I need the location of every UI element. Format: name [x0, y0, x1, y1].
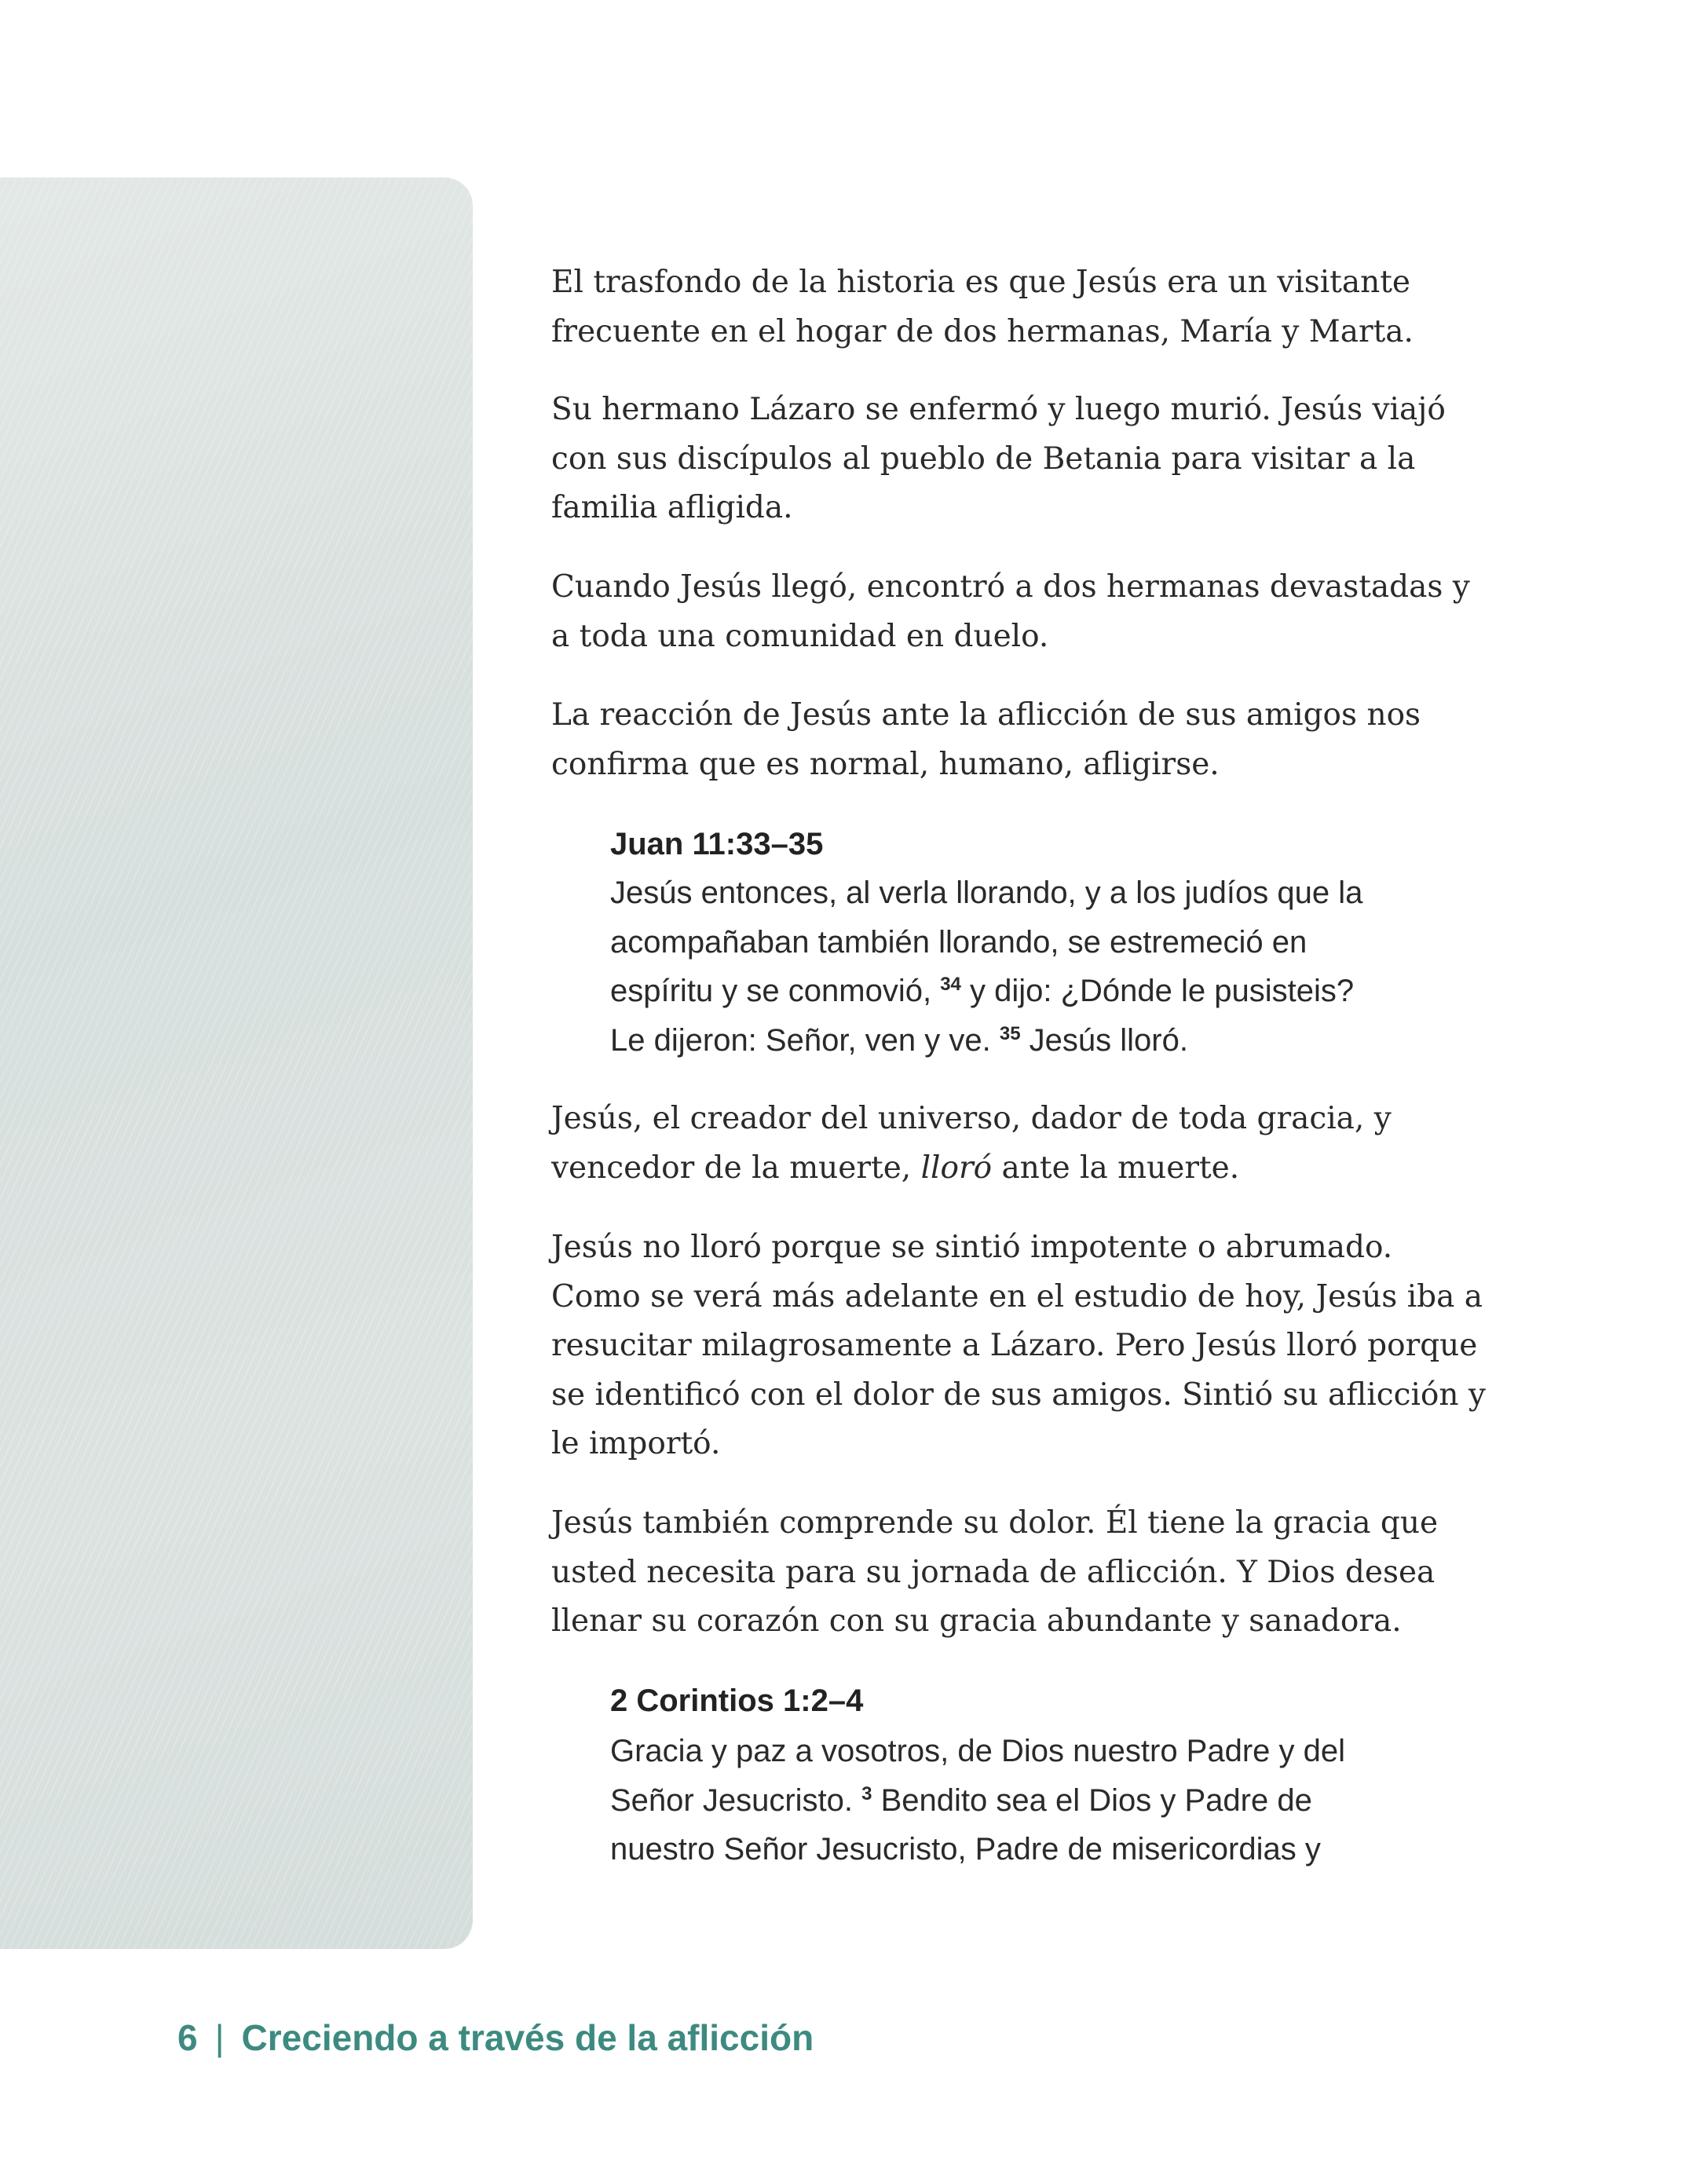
text-line: Jesús también comprende su dolor. Él tiene la gracia que: [551, 1505, 1439, 1541]
text-line: familia afligida.: [551, 490, 793, 526]
paragraph-7: [551, 1499, 1494, 1647]
verse-line: acompañaban también llorando, se estremeció en: [610, 924, 1308, 960]
text-line: Su hermano Lázaro se enfermó y luego murió. Jesús viajó: [551, 392, 1446, 427]
paragraph-6: [551, 1223, 1494, 1469]
paragraph-1: [551, 258, 1494, 356]
text-line: Cuando Jesús llegó, encontró a dos hermanas devastadas y: [551, 569, 1470, 605]
text-line: La reacción de Jesús ante la aflicción de sus amigos nos: [551, 697, 1421, 733]
verse-line: nuestro Señor Jesucristo, Padre de misericordias y: [610, 1832, 1321, 1867]
verse-line: Jesús entonces, al verla llorando, y a los judíos que la: [610, 876, 1363, 910]
paragraph-4: [551, 691, 1494, 789]
page-number: 6: [177, 2017, 198, 2058]
text-line: le importó.: [551, 1426, 721, 1462]
text-line: resucitar milagrosamente a Lázaro. Pero Jesús lloró porque: [551, 1328, 1478, 1364]
text-line: llenar su corazón con su gracia abundante y sanadora.: [551, 1603, 1402, 1640]
verse-text: Le dijeron: Señor, ven y ve.: [610, 1022, 1000, 1058]
text-line: usted necesita para su jornada de aflicción. Y Dios desea: [551, 1554, 1436, 1590]
scripture-quote-corintios: [610, 1727, 1513, 1874]
text-line: [551, 1144, 1494, 1194]
text-span: ante la muerte.: [992, 1150, 1240, 1186]
verse-text: Bendito sea el Dios y Padre de: [872, 1782, 1312, 1818]
verse-number: 34: [940, 974, 961, 996]
scripture-reference-juan: Juan 11:33–35: [610, 827, 824, 861]
book-title: Creciendo a través de la aflicción: [241, 2017, 814, 2058]
scripture-reference-corintios: 2 Corintios 1:2–4: [610, 1684, 864, 1718]
decorative-side-panel: [0, 177, 473, 1949]
text-line: confirma que es normal, humano, afligirse.: [551, 746, 1220, 782]
verse-line: [610, 1016, 1513, 1066]
paragraph-2: [551, 386, 1494, 533]
verse-text: Señor Jesucristo.: [610, 1782, 862, 1818]
text-line: frecuente en el hogar de dos hermanas, María y Marta.: [551, 313, 1414, 349]
text-line: a toda una comunidad en duelo.: [551, 618, 1049, 654]
verse-text: Jesús lloró.: [1020, 1022, 1188, 1058]
verse-number: 35: [999, 1022, 1021, 1044]
text-line: se identificó con el dolor de sus amigos. Sintió su aflicción y: [551, 1376, 1486, 1413]
verse-line: [610, 1776, 1513, 1826]
verse-number: 3: [861, 1782, 872, 1804]
verse-line: Gracia y paz a vosotros, de Dios nuestro Padre y del: [610, 1734, 1346, 1768]
verse-line: [610, 967, 1513, 1016]
footer-separator: |: [214, 2017, 225, 2058]
page-footer: [177, 2016, 814, 2059]
text-line: Jesús no lloró porque se sintió impotente o abrumado.: [551, 1230, 1393, 1265]
emphasis-text: lloró: [920, 1150, 993, 1186]
paragraph-5: [551, 1095, 1494, 1193]
paragraph-3: [551, 563, 1494, 661]
scripture-quote-juan: [610, 868, 1513, 1065]
verse-text: espíritu y se conmovió,: [610, 974, 941, 1009]
text-line: El trasfondo de la historia es que Jesús era un visitante: [551, 265, 1410, 300]
text-line: con sus discípulos al pueblo de Betania para visitar a la: [551, 441, 1416, 477]
text-line: Como se verá más adelante en el estudio de hoy, Jesús iba a: [551, 1278, 1483, 1314]
text-line: Jesús, el creador del universo, dador de toda gracia, y: [551, 1101, 1392, 1136]
text-span: vencedor de la muerte,: [551, 1150, 921, 1186]
verse-text: y dijo: ¿Dónde le pusisteis?: [960, 974, 1355, 1009]
